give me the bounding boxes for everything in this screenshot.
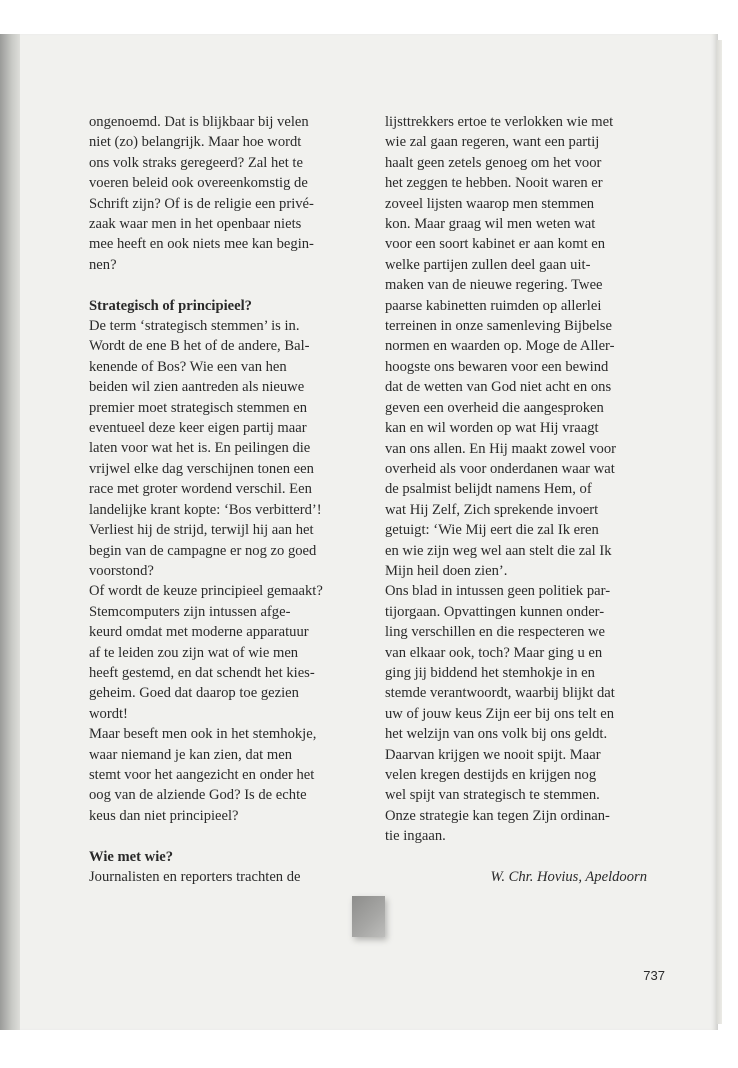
text-line: kan en wil worden op wat Hij vraagt xyxy=(385,420,599,437)
text-line: af te leiden zou zijn wat of wie men xyxy=(89,644,299,661)
text-line: waar niemand je kan zien, dat men xyxy=(89,746,293,763)
text-line: paarse kabinetten ruimden op allerlei xyxy=(385,297,602,314)
text-line: geheim. Goed dat daarop toe gezien xyxy=(89,685,299,702)
text-line: heeft gestemd, en dat schendt het kies- xyxy=(89,664,315,681)
text-line: Onze strategie kan tegen Zijn ordinan- xyxy=(385,807,610,824)
right-column xyxy=(385,112,647,887)
text-line: begin van de campagne er nog zo goed xyxy=(89,542,317,559)
text-line: wat Hij Zelf, Zich sprekende invoert xyxy=(385,501,599,518)
text-line: welke partijen zullen deel gaan uit- xyxy=(385,256,591,273)
text-line: en wie zijn weg wel aan stelt die zal Ik xyxy=(385,542,612,559)
paragraph-gap xyxy=(89,275,351,295)
text-line: het welzijn van ons volk bij ons geldt. xyxy=(385,726,608,743)
book-spine xyxy=(0,34,22,1030)
page-number: 737 xyxy=(643,968,665,983)
text-line: beiden wil zien aantreden als nieuwe xyxy=(89,379,305,396)
text-line: zaak waar men in het openbaar niets xyxy=(89,216,302,233)
paragraph-gap xyxy=(89,826,351,846)
text-line: ons volk straks geregeerd? Zal het te xyxy=(89,154,303,171)
text-line: tijorgaan. Opvattingen kunnen onder- xyxy=(385,603,605,620)
text-line: lijsttrekkers ertoe te verlokken wie met xyxy=(385,114,614,130)
text-line: tie ingaan. xyxy=(385,828,446,845)
text-line: Ons blad in intussen geen politiek par- xyxy=(385,583,611,600)
text-line: oog van de alziende God? Is de echte xyxy=(89,787,307,804)
text-line: wordt! xyxy=(89,705,128,722)
page-edge xyxy=(716,40,722,1024)
text-line: stemde verantwoordt, waarbij blijkt dat xyxy=(385,685,615,702)
text-line: kenende of Bos? Wie een van hen xyxy=(89,358,287,375)
text-line: keus dan niet principieel? xyxy=(89,807,239,824)
text-line: Wordt de ene B het of de andere, Bal- xyxy=(89,338,310,355)
text-line: eventueel deze keer eigen partij maar xyxy=(89,420,307,437)
text-line: Schrift zijn? Of is de religie een privé- xyxy=(89,195,314,212)
text-line: voor een soort kabinet er aan komt en xyxy=(385,236,606,253)
text-line: voeren beleid ook overeenkomstig de xyxy=(89,175,308,192)
text-line: vrijwel elke dag verschijnen tonen een xyxy=(89,460,314,477)
text-line: De term ‘strategisch stemmen’ is in. xyxy=(89,318,300,335)
section-heading: Strategisch of principieel? xyxy=(89,297,252,314)
text-line: mee heeft en ook niets mee kan begin- xyxy=(89,236,314,253)
text-line: hoogste ons bewaren voor een bewind xyxy=(385,358,609,375)
text-line: de psalmist belijdt namens Hem, of xyxy=(385,481,592,498)
text-line: haalt geen zetels genoeg om het voor xyxy=(385,154,602,171)
text-line: race met groter wordend verschil. Een xyxy=(89,481,312,498)
text-line: geven een overheid die aangesproken xyxy=(385,399,604,416)
text-line: niet (zo) belangrijk. Maar hoe wordt xyxy=(89,134,302,151)
text-line: voorstond? xyxy=(89,562,154,579)
section-heading: Wie met wie? xyxy=(89,848,174,865)
text-line: getuigt: ‘Wie Mij eert die zal Ik eren xyxy=(385,522,599,539)
text-line: Stemcomputers zijn intussen afge- xyxy=(89,603,291,620)
text-line: dat de wetten van God niet acht en ons xyxy=(385,379,612,396)
text-line: landelijke krant kopte: ‘Bos verbitterd’! xyxy=(89,501,322,518)
text-line: keurd omdat met moderne apparatuur xyxy=(89,624,309,641)
text-line: ling verschillen en die respecteren we xyxy=(385,624,606,641)
right-column-lines xyxy=(385,112,647,867)
text-line: ging jij biddend het stemhokje in en xyxy=(385,664,595,681)
text-line: terreinen in onze samenleving Bijbelse xyxy=(385,318,612,335)
text-line: Verliest hij de strijd, terwijl hij aan het xyxy=(89,522,314,539)
text-line: stemt voor het aangezicht en onder het xyxy=(89,766,315,783)
text-line: laten voor wat het is. En peilingen die xyxy=(89,440,311,457)
text-line: kon. Maar graag wil men weten wat xyxy=(385,216,596,233)
text-line: maken van de nieuwe regering. Twee xyxy=(385,277,603,294)
text-line: zoveel lijsten waarop men stemmen xyxy=(385,195,595,212)
text-line: Of wordt de keuze principieel gemaakt? xyxy=(89,583,323,600)
text-line: het zeggen te hebben. Nooit waren er xyxy=(385,175,603,192)
text-line: wie zal gaan regeren, want een partij xyxy=(385,134,600,151)
text-line: Journalisten en reporters trachten de xyxy=(89,869,301,885)
paragraph-gap xyxy=(385,847,647,867)
text-line: nen? xyxy=(89,256,117,273)
text-line: Mijn heil doen zien’. xyxy=(385,562,508,579)
left-column xyxy=(89,112,351,887)
text-line: velen kregen destijds en krijgen nog xyxy=(385,767,597,783)
text-line: van ons allen. En Hij maakt zowel voor xyxy=(385,440,617,457)
text-line: Daarvan krijgen we nooit spijt. Maar xyxy=(385,746,601,763)
text-line: ongenoemd. Dat is blijkbaar bij velen xyxy=(89,114,309,130)
text-line: premier moet strategisch stemmen en xyxy=(89,399,308,416)
text-line: van elkaar ook, toch? Maar ging u en xyxy=(385,644,603,661)
signature: W. Chr. Hovius, Apeldoorn xyxy=(490,869,647,886)
text-line: wel spijt van strategisch te stemmen. xyxy=(385,787,600,804)
text-line: Maar beseft men ook in het stemhokje, xyxy=(89,726,317,743)
text-line: uw of jouw keus Zijn eer bij ons telt en xyxy=(385,705,614,722)
end-of-article-square xyxy=(352,896,385,937)
text-line: overheid als voor onderdanen waar wat xyxy=(385,460,615,477)
text-line: normen en waarden op. Moge de Aller- xyxy=(385,338,615,355)
